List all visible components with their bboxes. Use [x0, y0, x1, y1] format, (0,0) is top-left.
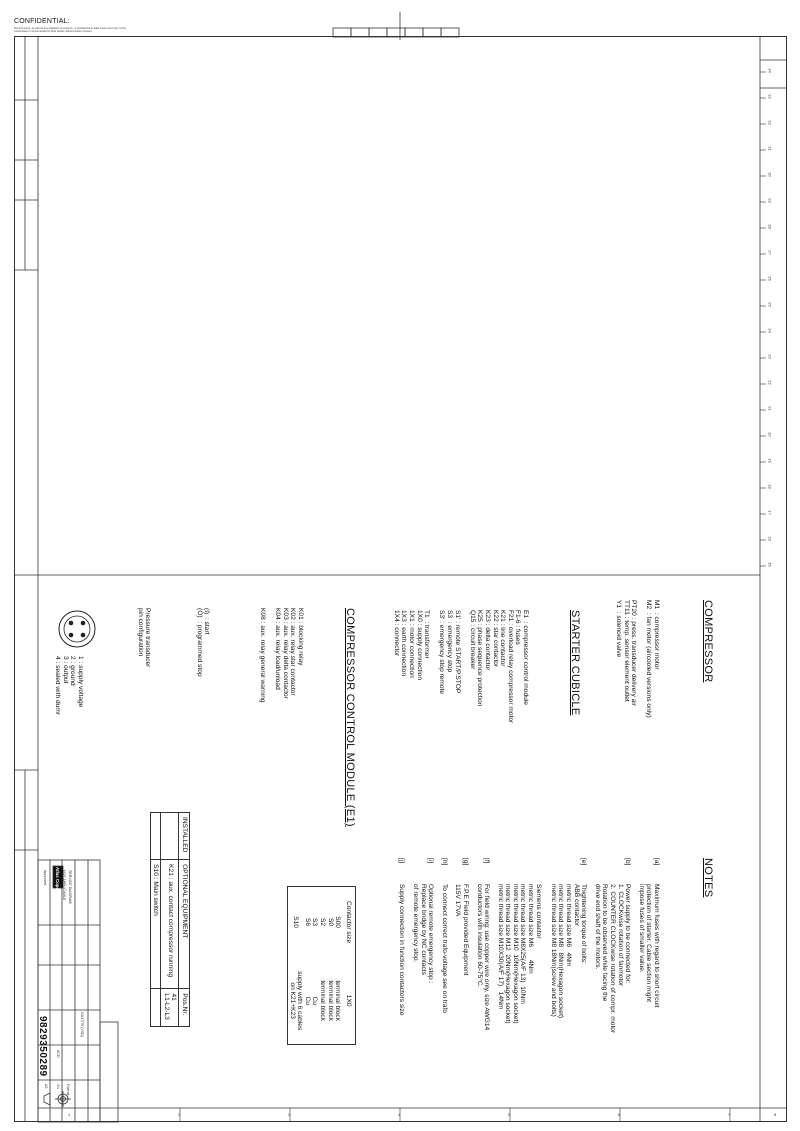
supply-table-cell: S10	[292, 916, 300, 928]
optional-table-cell	[150, 989, 161, 1027]
note-item	[475, 858, 490, 1045]
starter-lines-line: Q15 : circuit breaker	[468, 610, 476, 670]
bottom-tick-label: 1	[68, 1112, 71, 1117]
ruler-number: 21	[767, 406, 773, 411]
ruler-number: 19	[767, 458, 773, 463]
starter-lines-line: E1 : compressor control module	[522, 610, 529, 705]
note-item	[440, 858, 448, 1045]
note-item	[593, 858, 631, 1045]
note-tag: [j]	[398, 858, 406, 864]
note-text: Thightening torque of bolts: ABB contactor metric thread size M6 4Nm metric thread size M8 8Nm(Hexagon socket) metric thread size M8 18Nm(screw and bolts) Siemens contactor metric thread size M6 4Nm metric thread size M8X25(A/F 13) 10Nm metric thread size M10 10Nm(Hexagon socket) metric thread size M12 20Nm(Hexagon socket) metric thread size M10X30(A/F 17) 14Nm	[496, 884, 588, 1024]
notes-section	[251, 858, 750, 1045]
note-item	[637, 858, 660, 1045]
note-text: Supply connection in function contactors size	[398, 884, 406, 1016]
document-number: 9829350289	[37, 1016, 48, 1077]
ruler-number: 23	[767, 354, 773, 359]
optional-equipment-table	[150, 812, 190, 1027]
starter-lines-line: K21 : line contactor	[499, 610, 507, 667]
module-lines-line: K08 : aux. relay general warning	[259, 608, 267, 703]
starter-lines-line: K22 : star contactor	[491, 610, 499, 668]
ruler-number: 27	[767, 250, 773, 255]
supply-table-cell: terminal block	[334, 980, 342, 1021]
supply-table	[287, 886, 356, 1045]
ruler-number: 18	[767, 484, 773, 489]
titleblock-title: SERVICE DIAGRAM	[68, 870, 72, 904]
supply-table-cell: S2	[319, 918, 326, 927]
ruler-number: 25	[767, 302, 773, 307]
module-list	[258, 608, 304, 827]
notes-title: NOTES	[702, 858, 714, 898]
starter-list	[392, 610, 529, 723]
ruler-number: 22	[767, 380, 773, 385]
supply-table-cell: supply with 6 cables on K21+K23	[288, 971, 304, 1031]
titleblock-scale: ACD	[56, 1050, 60, 1058]
optional-table-cell	[150, 813, 161, 860]
optional-equipment-section	[114, 812, 226, 1027]
starter-lines-line: K25 : phase sequence protection	[476, 610, 484, 707]
notes-list	[398, 858, 660, 1045]
ruler-number: 31	[767, 146, 773, 151]
bottom-tick-label: 2	[178, 1112, 181, 1117]
module-title: COMPRESSOR CONTROL MODULE (E1)	[344, 608, 356, 827]
starter-section	[356, 610, 617, 723]
confidential-label: CONFIDENTIAL:	[14, 18, 70, 25]
note-item	[454, 858, 469, 1045]
supply-table-cell: S3	[311, 918, 319, 927]
note-tag: [e]	[580, 858, 588, 866]
starter-lines-line: 1X3 : earth connection	[400, 610, 408, 676]
bottom-tick-label: 7	[728, 1112, 731, 1117]
starter-lines-line: 1X4 : connector	[392, 610, 400, 657]
note-tag: [h]	[440, 858, 448, 866]
module-section	[18, 608, 392, 827]
starter-lines-line: F1-6 : fuses	[514, 610, 522, 645]
supply-table-cell: S00	[334, 916, 342, 928]
ruler-number: 26	[767, 276, 773, 281]
optional-table-cell	[161, 813, 179, 860]
company-logo: Atlas Copco	[55, 867, 60, 893]
compressor-lines-line: M1 : compressor motor	[653, 600, 660, 670]
starter-lines-line: S1' : remote START/P.STOP	[453, 610, 461, 694]
compressor-lines-line: Y1 : solenoid valve	[615, 600, 623, 658]
supply-table-cell: S0	[326, 918, 334, 927]
module-lines-line: K02 : aux. relay star contactor	[289, 608, 297, 696]
module-symbols-line: (O) : programmed stop	[195, 608, 203, 677]
titleblock-size: A3	[44, 1084, 48, 1089]
transducer-title: Pressure transducer pin configuration	[136, 608, 152, 668]
table-row	[334, 887, 342, 1045]
optional-table-cell: K21 : aux. contact compressor running	[161, 860, 179, 989]
note-text: Optional remote emergency stop : Replace bridge by NC contacts of remote emergency stop.	[411, 884, 435, 984]
table-row	[311, 887, 319, 1045]
bottom-tick-label: 3	[288, 1112, 291, 1117]
titleblock-material: NOT APPLICABLE	[62, 870, 66, 901]
supply-table-cell: Cu	[303, 996, 311, 1005]
bottom-tick-label: 5	[508, 1112, 511, 1117]
ruler-number: 15	[767, 562, 773, 567]
note-text: For field wiring: use copper wire only, size AWG14 conductors with insulation 60-75°C.	[475, 884, 491, 1031]
table-row	[303, 887, 311, 1045]
titleblock-sheet-code: GA37/75 (VSD)	[80, 1012, 84, 1037]
transducer-pins-line: 4 : sealed with dumr	[54, 656, 62, 716]
note-item	[398, 858, 406, 1045]
ruler-number: 30	[767, 172, 773, 177]
bottom-tick-label: 6	[618, 1112, 621, 1117]
module-symbols-line: (I) : start	[203, 608, 211, 635]
note-text: To connect correct trafo-voltage see on trafo	[440, 884, 448, 1014]
table-row	[161, 813, 179, 1027]
supply-table-cell: Cu	[311, 996, 319, 1005]
starter-lines-line: S3 : emergency stop	[446, 610, 454, 673]
starter-lines-line: 1X1 : motor connection	[408, 610, 416, 678]
compressor-list	[614, 600, 660, 718]
note-text: F.P.E Field provided Equipment 115V 17VA	[454, 884, 469, 976]
starter-lines-line	[461, 610, 469, 723]
compressor-lines-line: PT20 : press. transducer delivery air	[630, 600, 638, 706]
module-lines-line: K01 : blocking relay	[297, 608, 304, 666]
transducer-pins-line: 1 : supply voltage	[77, 656, 85, 708]
starter-lines-line	[430, 610, 438, 723]
table-row	[326, 887, 334, 1045]
optional-table-cell: 41 L1-L2-L3	[161, 989, 179, 1027]
note-text: Power supply to be connected for: 1. CLOCKwise rotation of fanmotor 2. COUNTER CLOCKwise rotation of compr. motor Rotation to be observed while facing the drive end shaft of the motors.	[593, 884, 632, 1034]
ruler-number: 20	[767, 432, 773, 437]
ruler-number: 16	[767, 536, 773, 541]
compressor-title: COMPRESSOR	[702, 600, 714, 683]
ruler-number: 28	[767, 224, 773, 229]
starter-lines-line: S3' : emergency stop remote	[438, 610, 446, 695]
starter-lines-line: F21 : overload relay compressor motor	[506, 610, 514, 724]
starter-lines-line: 1X0 : supply connection	[415, 610, 423, 681]
module-lines-line: K03 : aux. relay delta contactor	[281, 608, 289, 699]
compressor-lines-line: TT11 : temp. sensor element outlet	[622, 600, 630, 702]
compressor-lines-line	[637, 600, 645, 718]
note-tag: [g]	[461, 858, 469, 866]
table-row	[150, 813, 161, 1027]
table-row	[288, 887, 304, 1045]
table-row	[318, 887, 326, 1045]
note-item	[496, 858, 587, 1045]
bottom-tick-label: 8	[774, 1112, 777, 1117]
optional-table-header: OPTIONAL EQUIPMENT	[179, 860, 190, 989]
note-tag: [a]	[653, 858, 660, 866]
connector-pin-icon	[56, 608, 98, 650]
ruler-number: 17	[767, 510, 773, 515]
bottom-tick-label: 4	[398, 1112, 401, 1117]
confidential-notice: this document, as well as any utilization of contents, is confidential to Atlas Copco and may not be transmitted or communicated to third parties without written consent.	[14, 27, 127, 33]
compressor-lines-line: M2 : fan motor (aircooled versions only)	[645, 600, 653, 718]
ruler-number: 34	[767, 68, 773, 73]
module-symbols	[195, 608, 210, 827]
transducer-pins	[54, 656, 84, 715]
note-text: Maximum fuses with regard to short circuit protection of starter. Cable section might impose fuses of smaller value.	[637, 884, 660, 1008]
ruler-number: 29	[767, 198, 773, 203]
titleblock-format: Format	[66, 1084, 70, 1096]
optional-table-header: Pos.Nr.	[179, 989, 190, 1027]
transducer-pins-line: 2 : ground	[69, 656, 77, 686]
starter-title: STARTER CUBICLE	[569, 610, 581, 716]
ruler-number: 32	[767, 120, 773, 125]
note-item	[411, 858, 434, 1045]
titleblock-sheet: 1/1	[56, 1084, 60, 1089]
optional-table-cell: S10 : Main switch	[150, 860, 161, 989]
supply-table-cell: terminal block	[326, 980, 334, 1021]
ruler-number: 24	[767, 328, 773, 333]
supply-table-header: Contactor size	[344, 901, 352, 944]
supply-table-cell: S6	[303, 918, 311, 927]
module-lines-line: K04 : aux. relay load/unload	[274, 608, 282, 690]
supply-table-header: 1X0	[344, 994, 352, 1007]
module-lines-line	[266, 608, 274, 827]
supply-table-cell: terminal block	[319, 980, 326, 1021]
ruler-number: 33	[767, 94, 773, 99]
note-tag: [b]	[624, 858, 632, 866]
titleblock-approved: Approved	[43, 870, 47, 886]
note-tag: [i]	[427, 858, 435, 864]
optional-table-header: INSTALLED	[179, 813, 190, 860]
transducer-pins-line: 3 : output	[61, 656, 69, 684]
starter-lines-line: T1 : transformer	[423, 610, 431, 659]
starter-lines-line: K23 : delta contactor	[484, 610, 492, 671]
note-tag: [f]	[483, 858, 491, 864]
